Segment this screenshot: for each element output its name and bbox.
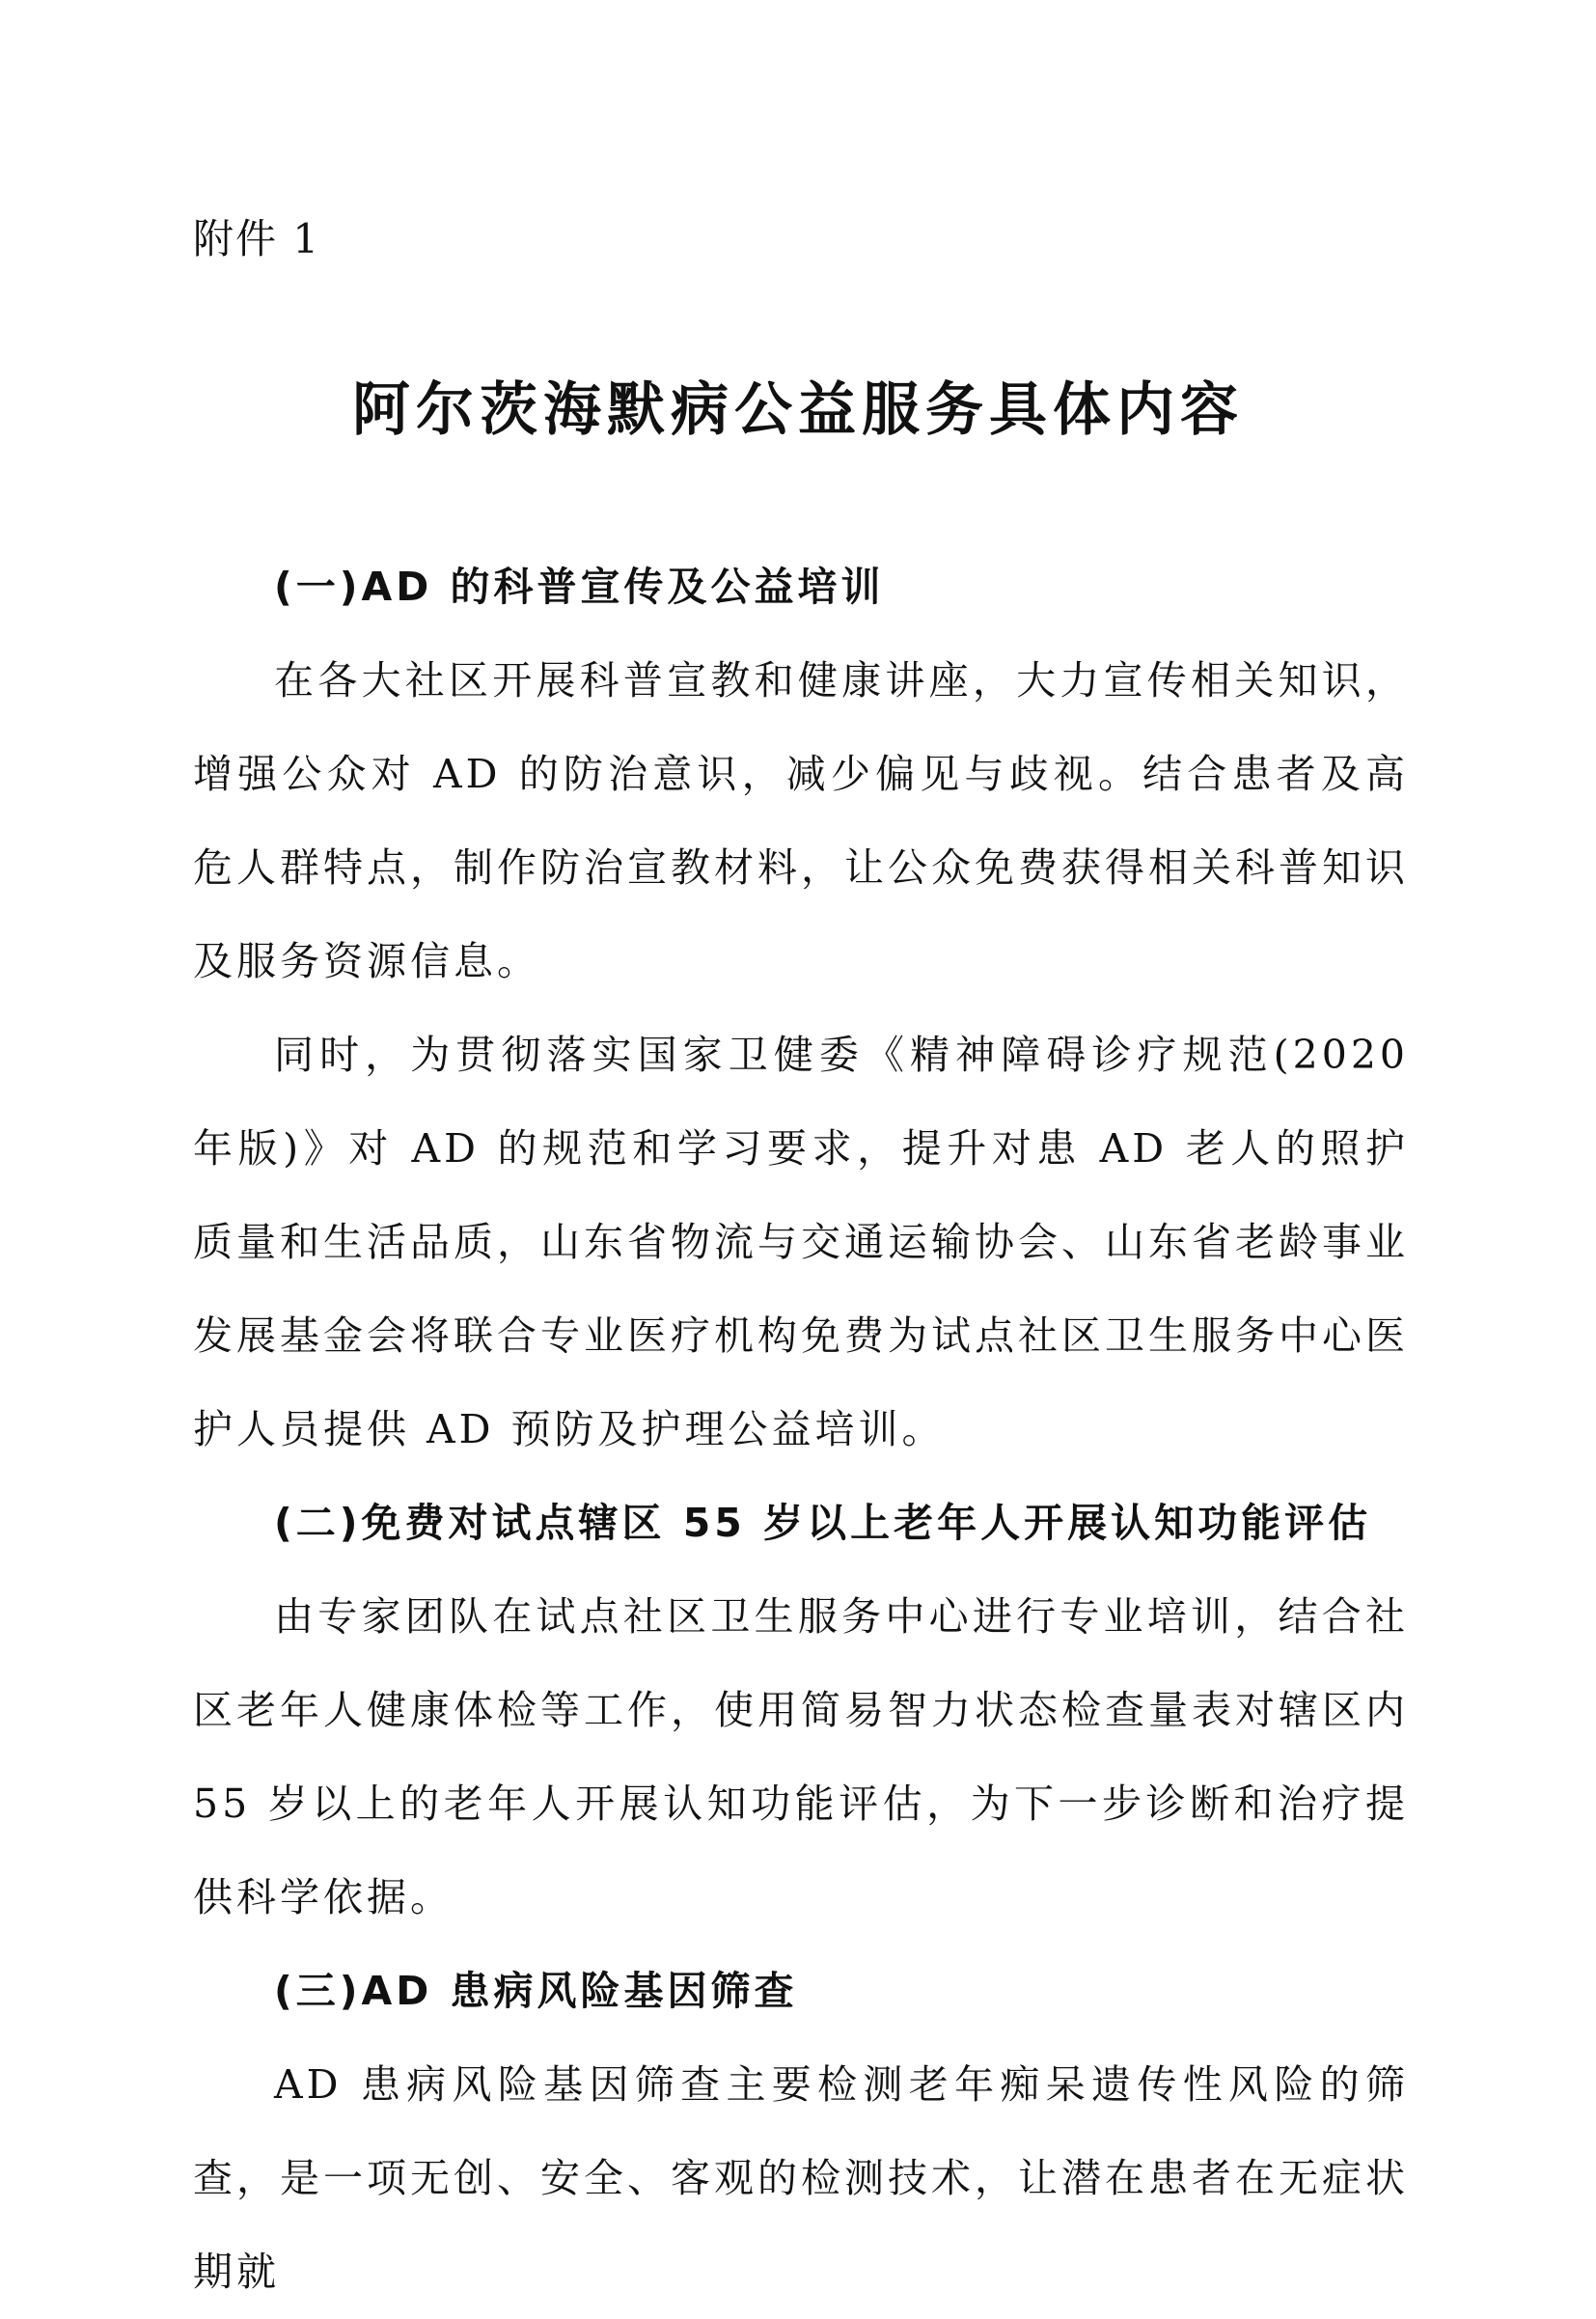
attachment-label: 附件 1 xyxy=(193,215,321,262)
paragraph: 由专家团队在试点社区卫生服务中心进行专业培训，结合社区老年人健康体检等工作，使用简易智力状态检查量表对辖区内 55 岁以上的老年人开展认知功能评估，为下一步诊断和治疗提供科学依据。 xyxy=(193,1593,1409,1920)
section-heading: (三)AD 患病风险基因筛查 xyxy=(274,1968,798,2014)
document-body xyxy=(193,540,1409,2319)
paragraph: AD 患病风险基因筛查主要检测老年痴呆遗传性风险的筛查，是一项无创、安全、客观的检测技术，让潜在患者在无症状期就 xyxy=(193,2061,1409,2295)
section-heading: (一)AD 的科普宣传及公益培训 xyxy=(274,564,885,610)
section-heading: (二)免费对试点辖区 55 岁以上老年人开展认知功能评估 xyxy=(274,1500,1372,1546)
paragraph: 同时，为贯彻落实国家卫健委《精神障碍诊疗规范(2020 年版)》对 AD 的规范和学习要求，提升对患 AD 老人的照护质量和生活品质，山东省物流与交通运输协会、山东省老龄事业发展基金会将联合专业医疗机构免费为试点社区卫生服务中心医护人员提供 AD 预防及护理公益培训。 xyxy=(193,1032,1409,1452)
document-title: 阿尔茨海默病公益服务具体内容 xyxy=(352,376,1244,444)
paragraph: 在各大社区开展科普宣教和健康讲座，大力宣传相关知识，增强公众对 AD 的防治意识，减少偏见与歧视。结合患者及高危人群特点，制作防治宣教材料，让公众免费获得相关科普知识及服务资源信息。 xyxy=(193,657,1409,984)
